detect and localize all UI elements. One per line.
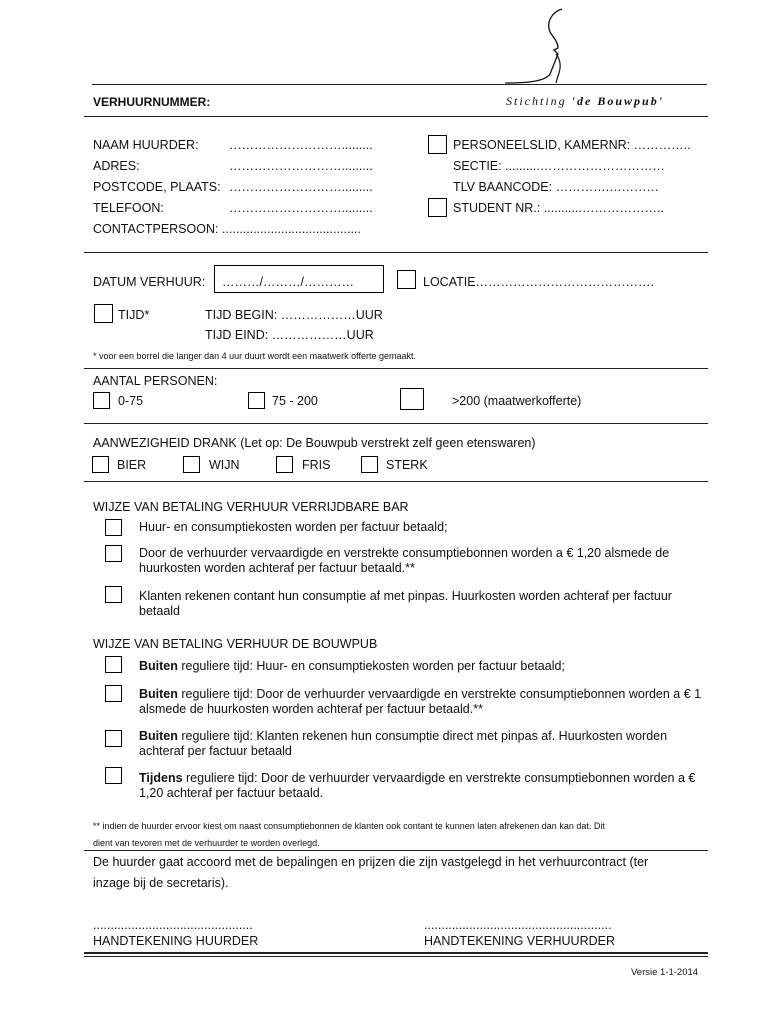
tlv-baancode-label: TLV BAANCODE: ………….………… <box>453 180 660 194</box>
naam-label: NAAM HUURDER: <box>93 138 199 152</box>
drank-bier-label: BIER <box>117 458 147 472</box>
betaling-pub-option-text: Buiten reguliere tijd: Huur- en consumptiekosten worden per factuur betaald; <box>139 659 565 673</box>
betaling-pub-option-text: Buiten reguliere tijd: Klanten rekenen hun consumptie direct met pinpas af. Huurkosten worden achteraf per factuur betaald <box>139 729 668 758</box>
locatie-label: LOCATIE……………………………………. <box>423 275 655 289</box>
betaling-bar-option-text: Klanten rekenen contant hun consumptie af met pinpas. Huurkosten worden achteraf per factuur betaald <box>139 589 672 618</box>
tijd-note: * voor een borrel die langer dan 4 uur duurt wordt een maatwerk offerte gemaakt. <box>93 351 417 361</box>
bouwpub-logo <box>500 4 580 86</box>
tijd-begin-field[interactable]: TIJD BEGIN: ………………UUR <box>205 308 383 322</box>
bottom-rule <box>84 952 708 954</box>
betaling-pub-option-checkbox[interactable] <box>105 730 122 747</box>
betaling-pub-option-text: Buiten reguliere tijd: Door de verhuurder vervaardigde en verstrekte consumptiebonnen worden a € 1 alsmede de huurkosten worden achteraf per factuur betaald.** <box>139 687 702 716</box>
tijd-checkbox[interactable] <box>94 304 113 323</box>
personen-option-label: 0-75 <box>118 394 144 408</box>
drank-bier-checkbox[interactable] <box>92 456 109 473</box>
divider <box>84 252 708 253</box>
personen-option-label: 75 - 200 <box>272 394 318 408</box>
signature-huurder-label: HANDTEKENING HUURDER <box>93 934 259 948</box>
betaling-bar-option-checkbox[interactable] <box>105 586 122 603</box>
bottom-rule <box>84 956 708 957</box>
contactpersoon-field[interactable]: ........................................ <box>218 222 361 236</box>
personeelslid-checkbox[interactable] <box>428 135 447 154</box>
drank-sterk-label: STERK <box>386 458 428 472</box>
divider <box>84 423 708 424</box>
tijd-label: TIJD* <box>118 308 150 322</box>
agreement-text: De huurder gaat accoord met de bepalingen en prijzen die zijn vastgelegd in het verhuurcontract (ter <box>93 855 649 869</box>
postcode-label: POSTCODE, PLAATS: <box>93 180 221 194</box>
header-rule <box>92 84 707 85</box>
betaling-bar-title: WIJZE VAN BETALING VERHUUR VERRIJDBARE BAR <box>93 500 409 514</box>
betaling-bar-option-text: Huur- en consumptiekosten worden per factuur betaald; <box>139 520 448 534</box>
aantal-personen-title: AANTAL PERSONEN: <box>93 374 218 388</box>
betaling-bar-option-text: Door de verhuurder vervaardigde en verstrekte consumptiebonnen worden a € 1,20 alsmede de huurkosten worden achteraf per factuur betaald.** <box>139 546 670 575</box>
drank-fris-label: FRIS <box>302 458 331 472</box>
locatie-checkbox[interactable] <box>397 270 416 289</box>
drank-sterk-checkbox[interactable] <box>361 456 378 473</box>
personen-200-plus-checkbox[interactable] <box>400 388 424 410</box>
version-label: Versie 1-1-2014 <box>631 967 699 978</box>
naam-field[interactable]: ………………………......... <box>229 138 373 152</box>
personen-0-75-checkbox[interactable] <box>93 392 110 409</box>
personeelslid-label: PERSONEELSLID, KAMERNR: ………….. <box>453 138 691 152</box>
sectie-label: SECTIE: ..........………………………… <box>453 159 665 173</box>
telefoon-field[interactable]: ………………………......... <box>229 201 373 215</box>
signature-verhuurder-field[interactable]: ...................................................... <box>424 918 612 932</box>
betaling-pub-option-text: Tijdens reguliere tijd: Door de verhuurder vervaardigde en verstrekte consumptiebonnen worden a € 1,20 achteraf per factuur betaald. <box>139 771 696 800</box>
adres-label: ADRES: <box>93 159 140 173</box>
aanwezigheid-drank-title: AANWEZIGHEID DRANK (Let op: De Bouwpub verstrekt zelf geen etenswaren) <box>93 436 536 450</box>
signature-verhuurder-label: HANDTEKENING VERHUURDER <box>424 934 615 948</box>
betaling-bar-option-checkbox[interactable] <box>105 519 122 536</box>
divider <box>84 116 708 117</box>
contactpersoon-label: CONTACTPERSOON: ........................................ <box>93 222 361 236</box>
betaling-pub-option-checkbox[interactable] <box>105 685 122 702</box>
personen-option-label: >200 (maatwerkofferte) <box>452 394 582 408</box>
form-title: VERHUURNUMMER: <box>93 95 211 109</box>
personen-75-200-checkbox[interactable] <box>248 392 265 409</box>
divider <box>84 850 708 851</box>
footnote-line: dient van tevoren met de verhuurder te worden overlegd. <box>93 838 320 848</box>
divider <box>84 368 708 369</box>
divider <box>84 481 708 482</box>
drank-wijn-label: WIJN <box>209 458 240 472</box>
postcode-field[interactable]: ………………………......... <box>229 180 373 194</box>
student-label: STUDENT NR.: ...........……………….. <box>453 201 664 215</box>
agreement-text: inzage bij de secretaris). <box>93 876 229 890</box>
student-checkbox[interactable] <box>428 198 447 217</box>
betaling-pub-option-checkbox[interactable] <box>105 767 122 784</box>
betaling-pub-title: WIJZE VAN BETALING VERHUUR DE BOUWPUB <box>93 637 378 651</box>
datum-verhuur-label: DATUM VERHUUR: <box>93 275 206 289</box>
betaling-bar-option-checkbox[interactable] <box>105 545 122 562</box>
footnote-line: ** indien de huurder ervoor kiest om naast consumptiebonnen de klanten ook contant te kunnen laten afrekenen dan kan dat. Dit <box>93 821 605 831</box>
drank-fris-checkbox[interactable] <box>276 456 293 473</box>
betaling-pub-option-checkbox[interactable] <box>105 656 122 673</box>
adres-field[interactable]: ………………………......... <box>229 159 373 173</box>
organization-tagline: Stichting 'de Bouwpub' <box>506 94 665 108</box>
datum-verhuur-value: ………/………/………… <box>222 275 354 289</box>
signature-huurder-field[interactable]: .............................................. <box>93 918 253 932</box>
telefoon-label: TELEFOON: <box>93 201 164 215</box>
drank-wijn-checkbox[interactable] <box>183 456 200 473</box>
tijd-eind-field[interactable]: TIJD EIND: ………………UUR <box>205 328 374 342</box>
